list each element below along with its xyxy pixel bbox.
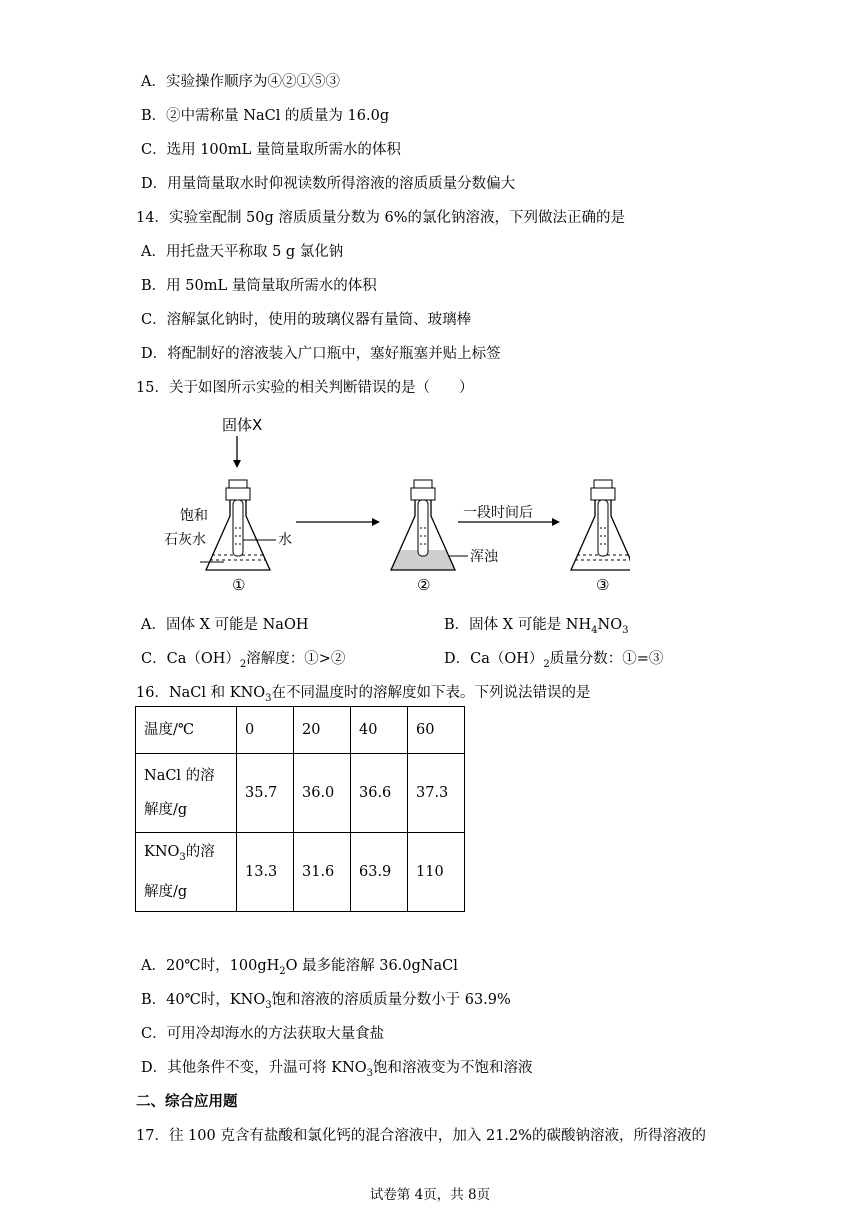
table-header-cell: 0 [237,707,294,754]
section-heading: 二、综合应用题 [136,1094,238,1110]
table-header-cell: 温度/℃ [136,707,237,754]
table-header-cell: 20 [294,707,351,754]
q14-option-a: A．用托盘天平称取 5 g 氯化钠 [141,244,344,260]
saturated-label: 饱和 [180,508,208,524]
solid-x-label: 固体X [222,416,263,434]
after-time-label: 一段时间后 [463,505,533,521]
table-cell: 36.6 [351,754,408,833]
q16-option-b: B．40℃时，$KNO_3$饱和溶液的溶质质量分数小于 63.9% [141,992,511,1011]
table-row-label: $KNO_3$的溶解度/g [136,833,237,912]
q14-option-c: C．溶解氯化钠时，使用的玻璃仪器有量筒、玻璃棒 [141,312,472,328]
experiment-figure [150,410,630,600]
q16-stem: 16．NaCl 和 $KNO_3$在不同温度时的溶解度如下表。下列说法错误的是 [136,685,591,704]
table-cell: 31.6 [294,833,351,912]
table-row-label: NaCl 的溶解度/g [136,754,237,833]
page-footer: 试卷第 4页，共 8页 [369,1187,491,1203]
flask-1-label: ① [232,576,246,594]
q15-option-a: A．固体 X 可能是 NaOH [141,617,309,633]
table-cell: 37.3 [408,754,465,833]
right-arrow-1-head [372,518,380,526]
table-cell: 35.7 [237,754,294,833]
q14-option-d: D．将配制好的溶液装入广口瓶中，塞好瓶塞并贴上标签 [141,346,501,362]
water-label: 水 [278,532,292,548]
down-arrow-head [233,460,241,468]
table-cell: 63.9 [351,833,408,912]
flask-1 [206,480,270,570]
q16-option-c: C．可用冷却海水的方法获取大量食盐 [141,1026,385,1042]
solubility-table [135,706,465,912]
q13-option-c: C．选用 100mL 量筒量取所需水的体积 [141,142,401,158]
flask-3 [571,480,630,570]
q16-option-a: A．20℃时，$100gH_2O$ 最多能溶解 36.0gNaCl [141,958,458,977]
q14-option-b: B．用 50mL 量筒量取所需水的体积 [141,278,377,294]
q16-option-d: D．其他条件不变，升温可将 $KNO_3$饱和溶液变为不饱和溶液 [141,1060,533,1079]
q13-option-a: A．实验操作顺序为④②①⑤③ [141,74,340,90]
q15-option-b: B．固体 X 可能是 $NH_4NO_3$ [444,617,629,636]
right-arrow-2-head [552,518,560,526]
turbid-label: 浑浊 [470,549,498,565]
flask-2 [391,480,455,570]
q17-stem: 17．往 100 克含有盐酸和氯化钙的混合溶液中，加入 21.2%的碳酸钠溶液，所得溶液的 [136,1128,707,1144]
q13-option-b: B．②中需称量 NaCl 的质量为 16.0g [141,108,390,124]
q15-option-c: C．$Ca(OH)_2$溶解度：①>② [141,651,346,670]
table-cell: 110 [408,833,465,912]
limewater-label: 石灰水 [164,532,206,548]
q13-option-d: D．用量筒量取水时仰视读数所得溶液的溶质质量分数偏大 [141,176,516,192]
table-row-kno3 [136,833,465,912]
table-cell: 36.0 [294,754,351,833]
table-header-cell: 40 [351,707,408,754]
flask-3-label: ③ [596,576,610,594]
table-row-nacl [136,754,465,833]
flask-2-label: ② [417,576,431,594]
q15-stem: 15．关于如图所示实验的相关判断错误的是（ ） [136,380,474,396]
table-header-cell: 60 [408,707,465,754]
q15-option-d: D．$Ca(OH)_2$质量分数：①=③ [444,651,664,670]
table-header-row [136,707,465,754]
q14-stem: 14．实验室配制 50g 溶质质量分数为 6%的氯化钠溶液，下列做法正确的是 [136,210,626,226]
table-cell: 13.3 [237,833,294,912]
